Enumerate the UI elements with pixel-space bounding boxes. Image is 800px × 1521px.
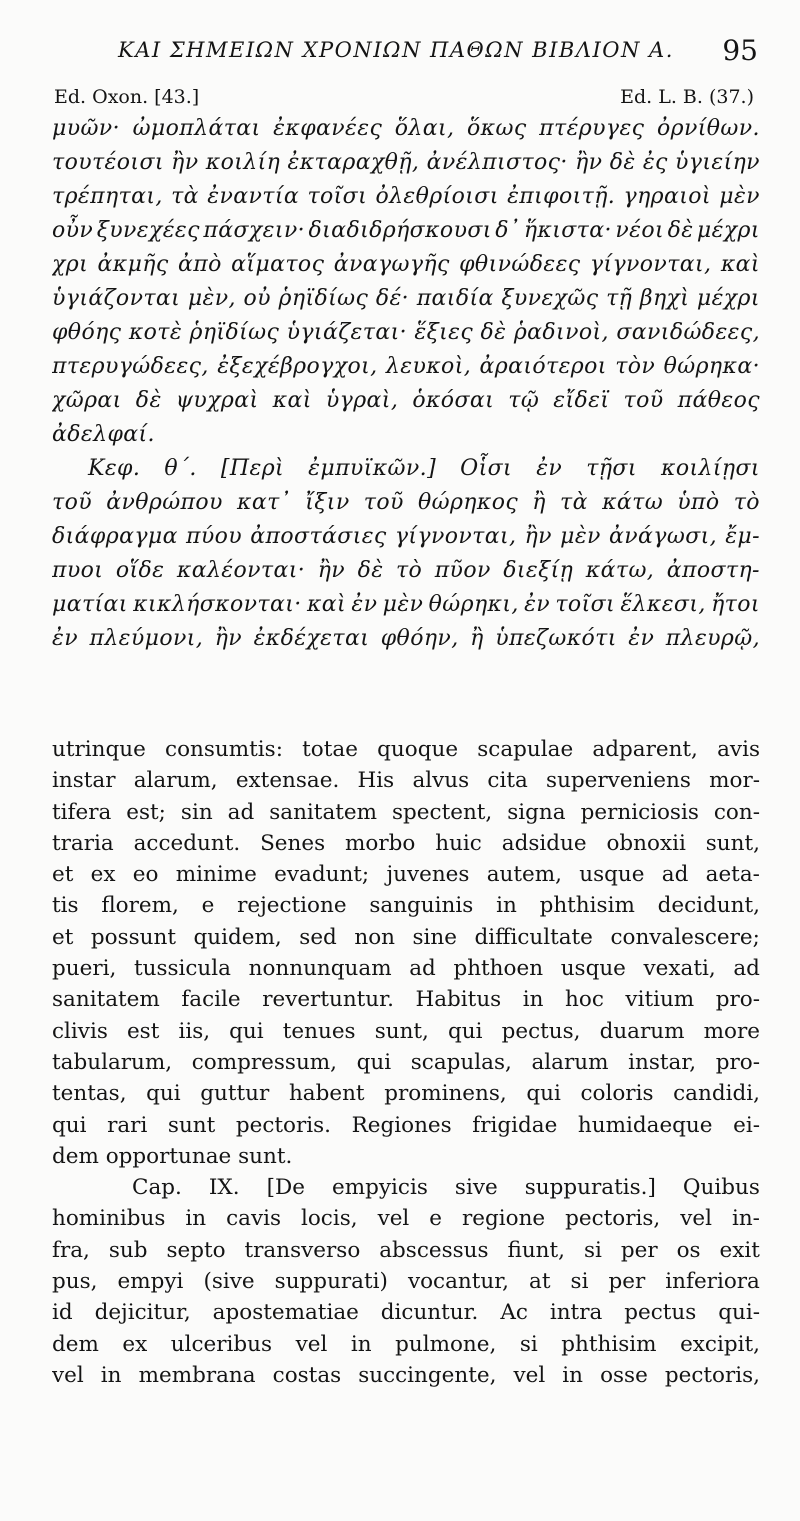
latin-line: instar alarum, extensae. His alvus cita superveniens mor-: [52, 768, 760, 794]
latin-line: tis florem, e rejectione sanguinis in phthisim decidunt,: [52, 893, 760, 919]
latin-line: pueri, tussicula nonnunquam ad phthoen usque vexati, ad: [52, 956, 760, 982]
greek-line: χῶραι δὲ ψυχραὶ καὶ ὑγραὶ, ὁκόσαι τῷ εἴδεϊ τοῦ πάθεος: [52, 388, 760, 413]
latin-line: fra, sub septo transverso abscessus fiunt, si per os exit: [52, 1237, 760, 1263]
greek-line: ἐν πλεύμονι, ἢν ἐκδέχεται φθόην, ἢ ὑπεζωκότι ἐν πλευρῷ,: [52, 626, 760, 651]
greek-line: μυῶν· ὠμοπλάται ἐκφανέες ὅλαι, ὅκως πτέρυγες ὀρνίθων.: [52, 116, 760, 141]
latin-line: vel in membrana costas succingente, vel in osse pectoris,: [52, 1362, 760, 1388]
greek-line: τουτέοισι ἢν κοιλίη ἐκταραχθῇ, ἀνέλπιστος· ἢν δὲ ἐς ὑγιείην: [52, 150, 760, 175]
running-head: [118, 34, 758, 74]
greek-line: ὑγιάζονται μὲν, οὐ ῥηϊδίως δέ· παιδία ξυνεχῶς τῇ βηχὶ μέχρι: [52, 286, 760, 311]
edition-ref-leiden: Ed. L. B. (37.): [620, 86, 754, 108]
latin-line: sanitatem facile revertuntur. Habitus in hoc vitium pro-: [52, 987, 760, 1013]
greek-line: χρι ἀκμῆς ἀπὸ αἵματος ἀναγωγῆς φθινώδεες γίγνονται, καὶ: [52, 252, 760, 277]
latin-line: tentas, qui guttur habent prominens, qui coloris candidi,: [52, 1081, 760, 1107]
greek-line: φθόης κοτὲ ῥηϊδίως ὑγιάζεται· ἕξιες δὲ ῥαδινοὶ, σανιδώδεες,: [52, 320, 760, 345]
page-number: 95: [722, 34, 758, 67]
latin-chapter-heading: Cap. IX. [De empyicis sive suppuratis.] Quibus: [132, 1175, 760, 1201]
latin-translation: [52, 734, 760, 1391]
greek-line: πτερυγώδεες, ἐξεχέβρογχοι, λευκοὶ, ἀραιότεροι τὸν θώρηκα·: [52, 354, 760, 379]
greek-line: ματίαι κικλήσκονται· καὶ ἐν μὲν θώρηκι, ἐν τοῖσι ἕλκεσι, ἤτοι: [52, 592, 760, 617]
edition-references: [54, 86, 754, 112]
greek-line: διάφραγμα πύου ἀποστάσιες γίγνονται, ἢν μὲν ἀνάγωσι, ἔμ-: [52, 524, 760, 549]
latin-line: et ex eo minime evadunt; juvenes autem, usque ad aeta-: [52, 862, 760, 888]
latin-line: id dejicitur, apostematiae dicuntur. Ac intra pectus qui-: [52, 1300, 760, 1326]
edition-ref-oxford: Ed. Oxon. [43.]: [54, 86, 200, 108]
greek-line: πυοι οἵδε καλέονται· ἢν δὲ τὸ πῦον διεξίῃ κάτω, ἀποστη-: [52, 558, 760, 583]
latin-line: et possunt quidem, sed non sine difficultate convalescere;: [52, 924, 760, 950]
greek-chapter-heading: Κεφ. θ΄. [Περὶ ἐμπυϊκῶν.] Οἷσι ἐν τῇσι κοιλίῃσι: [88, 456, 760, 481]
latin-line: clivis est iis, qui tenues sunt, qui pectus, duarum more: [52, 1018, 760, 1044]
greek-text: [52, 112, 760, 656]
greek-line: τρέπηται, τὰ ἐναντία τοῖσι ὀλεθρίοισι ἐπιφοιτῇ. γηραιοὶ μὲν: [52, 184, 760, 209]
latin-line: pus, empyi (sive suppurati) vocantur, at si per inferiora: [52, 1269, 760, 1295]
latin-line: hominibus in cavis locis, vel e regione pectoris, vel in-: [52, 1206, 760, 1232]
latin-line: tifera est; sin ad sanitatem spectent, signa perniciosis con-: [52, 799, 760, 825]
latin-line: qui rari sunt pectoris. Regiones frigidae humidaeque ei-: [52, 1112, 760, 1138]
greek-line: οὖν ξυνεχέες πάσχειν· διαδιδρήσκουσι δ᾽ ἥκιστα· νέοι δὲ μέχρι: [52, 218, 760, 243]
latin-line: dem opportunae sunt.: [52, 1143, 293, 1169]
latin-line: tabularum, compressum, qui scapulas, alarum instar, pro-: [52, 1049, 760, 1075]
running-title: ΚΑΙ ΣΗΜΕΙΩΝ ΧΡΟΝΙΩΝ ΠΑΘΩΝ ΒΙΒΛΙΟΝ Α.: [118, 38, 674, 62]
latin-line: traria accedunt. Senes morbo huic adsidue obnoxii sunt,: [52, 830, 760, 856]
latin-line: dem ex ulceribus vel in pulmone, si phthisim excipit,: [52, 1331, 760, 1357]
latin-line: utrinque consumtis: totae quoque scapulae adparent, avis: [52, 737, 760, 762]
greek-line: τοῦ ἀνθρώπου κατ᾽ ἴξιν τοῦ θώρηκος ἢ τὰ κάτω ὑπὸ τὸ: [52, 490, 760, 515]
greek-line: ἀδελφαί.: [52, 422, 155, 447]
